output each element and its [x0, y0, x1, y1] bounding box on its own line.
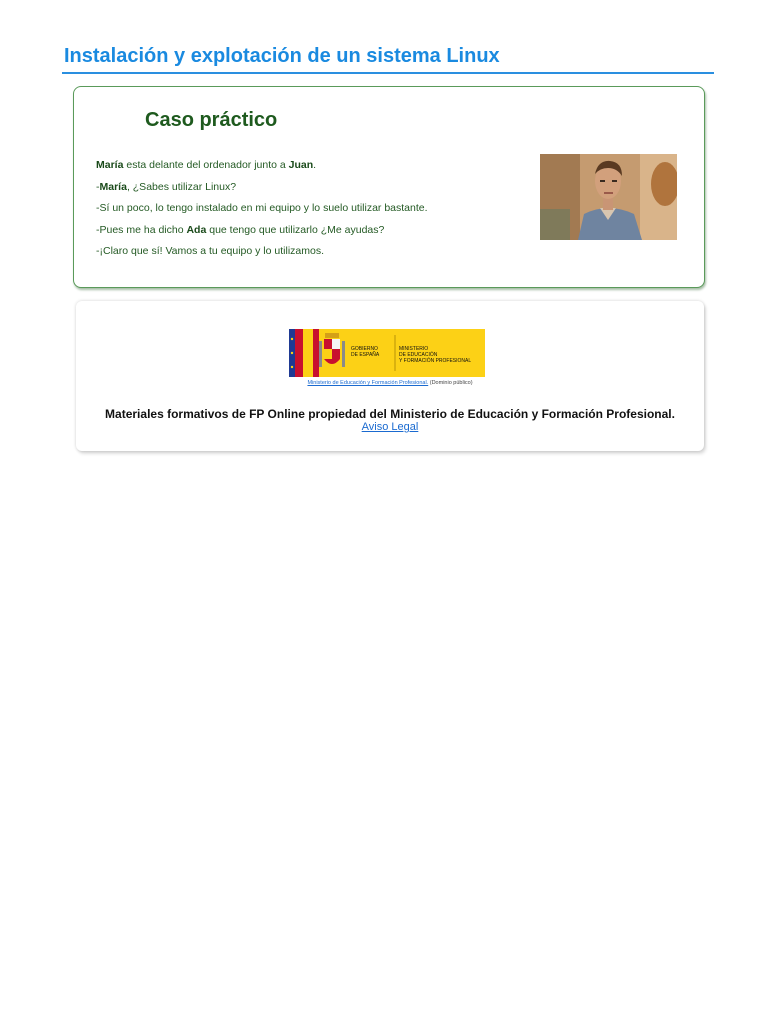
dialogue-text: esta delante del ordenador junto a: [123, 159, 289, 171]
logo-caption: [76, 380, 704, 386]
dialogue-line: [96, 201, 516, 215]
dialogue-text: que tengo que utilizarlo ¿Me ayudas?: [206, 223, 385, 236]
legal-notice: [76, 421, 704, 433]
ownership-text: Materiales formativos de FP Online propiedad del Ministerio de Educación y Formación Profesional.: [105, 407, 675, 421]
character-name: Juan: [288, 159, 314, 171]
logo-right-text-2: DE EDUCACIÓN: [399, 352, 438, 358]
dialogue-line: [96, 244, 516, 258]
character-name: Ada: [186, 223, 207, 236]
logo-right-text-3: Y FORMACIÓN PROFESIONAL: [399, 358, 472, 364]
dialogue-text: -: [96, 180, 100, 193]
footer-box: [76, 301, 704, 451]
case-study-photo: [540, 154, 677, 240]
dialogue-text: , ¿Sabes utilizar Linux?: [126, 180, 237, 193]
dialogue-line: [96, 158, 516, 172]
title-underline: [62, 72, 714, 74]
dialogue-text: -Pues me ha dicho: [96, 223, 187, 236]
dialogue-text: -Sí un poco, lo tengo instalado en mi equipo y lo suelo utilizar bastante.: [96, 202, 428, 214]
logo-right-text-1: MINISTERIO: [399, 346, 429, 352]
dialogue-line: [96, 180, 516, 194]
dialogue-line: [96, 223, 516, 237]
license-text: (Dominio público): [429, 380, 473, 386]
case-study-dialogue: [96, 158, 516, 266]
character-name: María: [96, 159, 124, 171]
logo-left-text-1: GOBIERNO: [351, 346, 378, 352]
case-study-box: [73, 86, 705, 288]
ministry-link[interactable]: Ministerio de Educación y Formación Profesional.: [307, 380, 429, 386]
ministry-logo: [289, 329, 485, 377]
dialogue-text: -¡Claro que sí! Vamos a tu equipo y lo utilizamos.: [96, 245, 324, 257]
logo-left-text-2: DE ESPAÑA: [351, 352, 380, 358]
character-name: María: [99, 180, 127, 193]
dialogue-text: .: [313, 159, 317, 171]
legal-notice-link[interactable]: Aviso Legal: [361, 421, 419, 433]
case-study-heading: Caso práctico: [145, 109, 278, 131]
document-title: Instalación y explotación de un sistema Linux: [64, 45, 500, 67]
